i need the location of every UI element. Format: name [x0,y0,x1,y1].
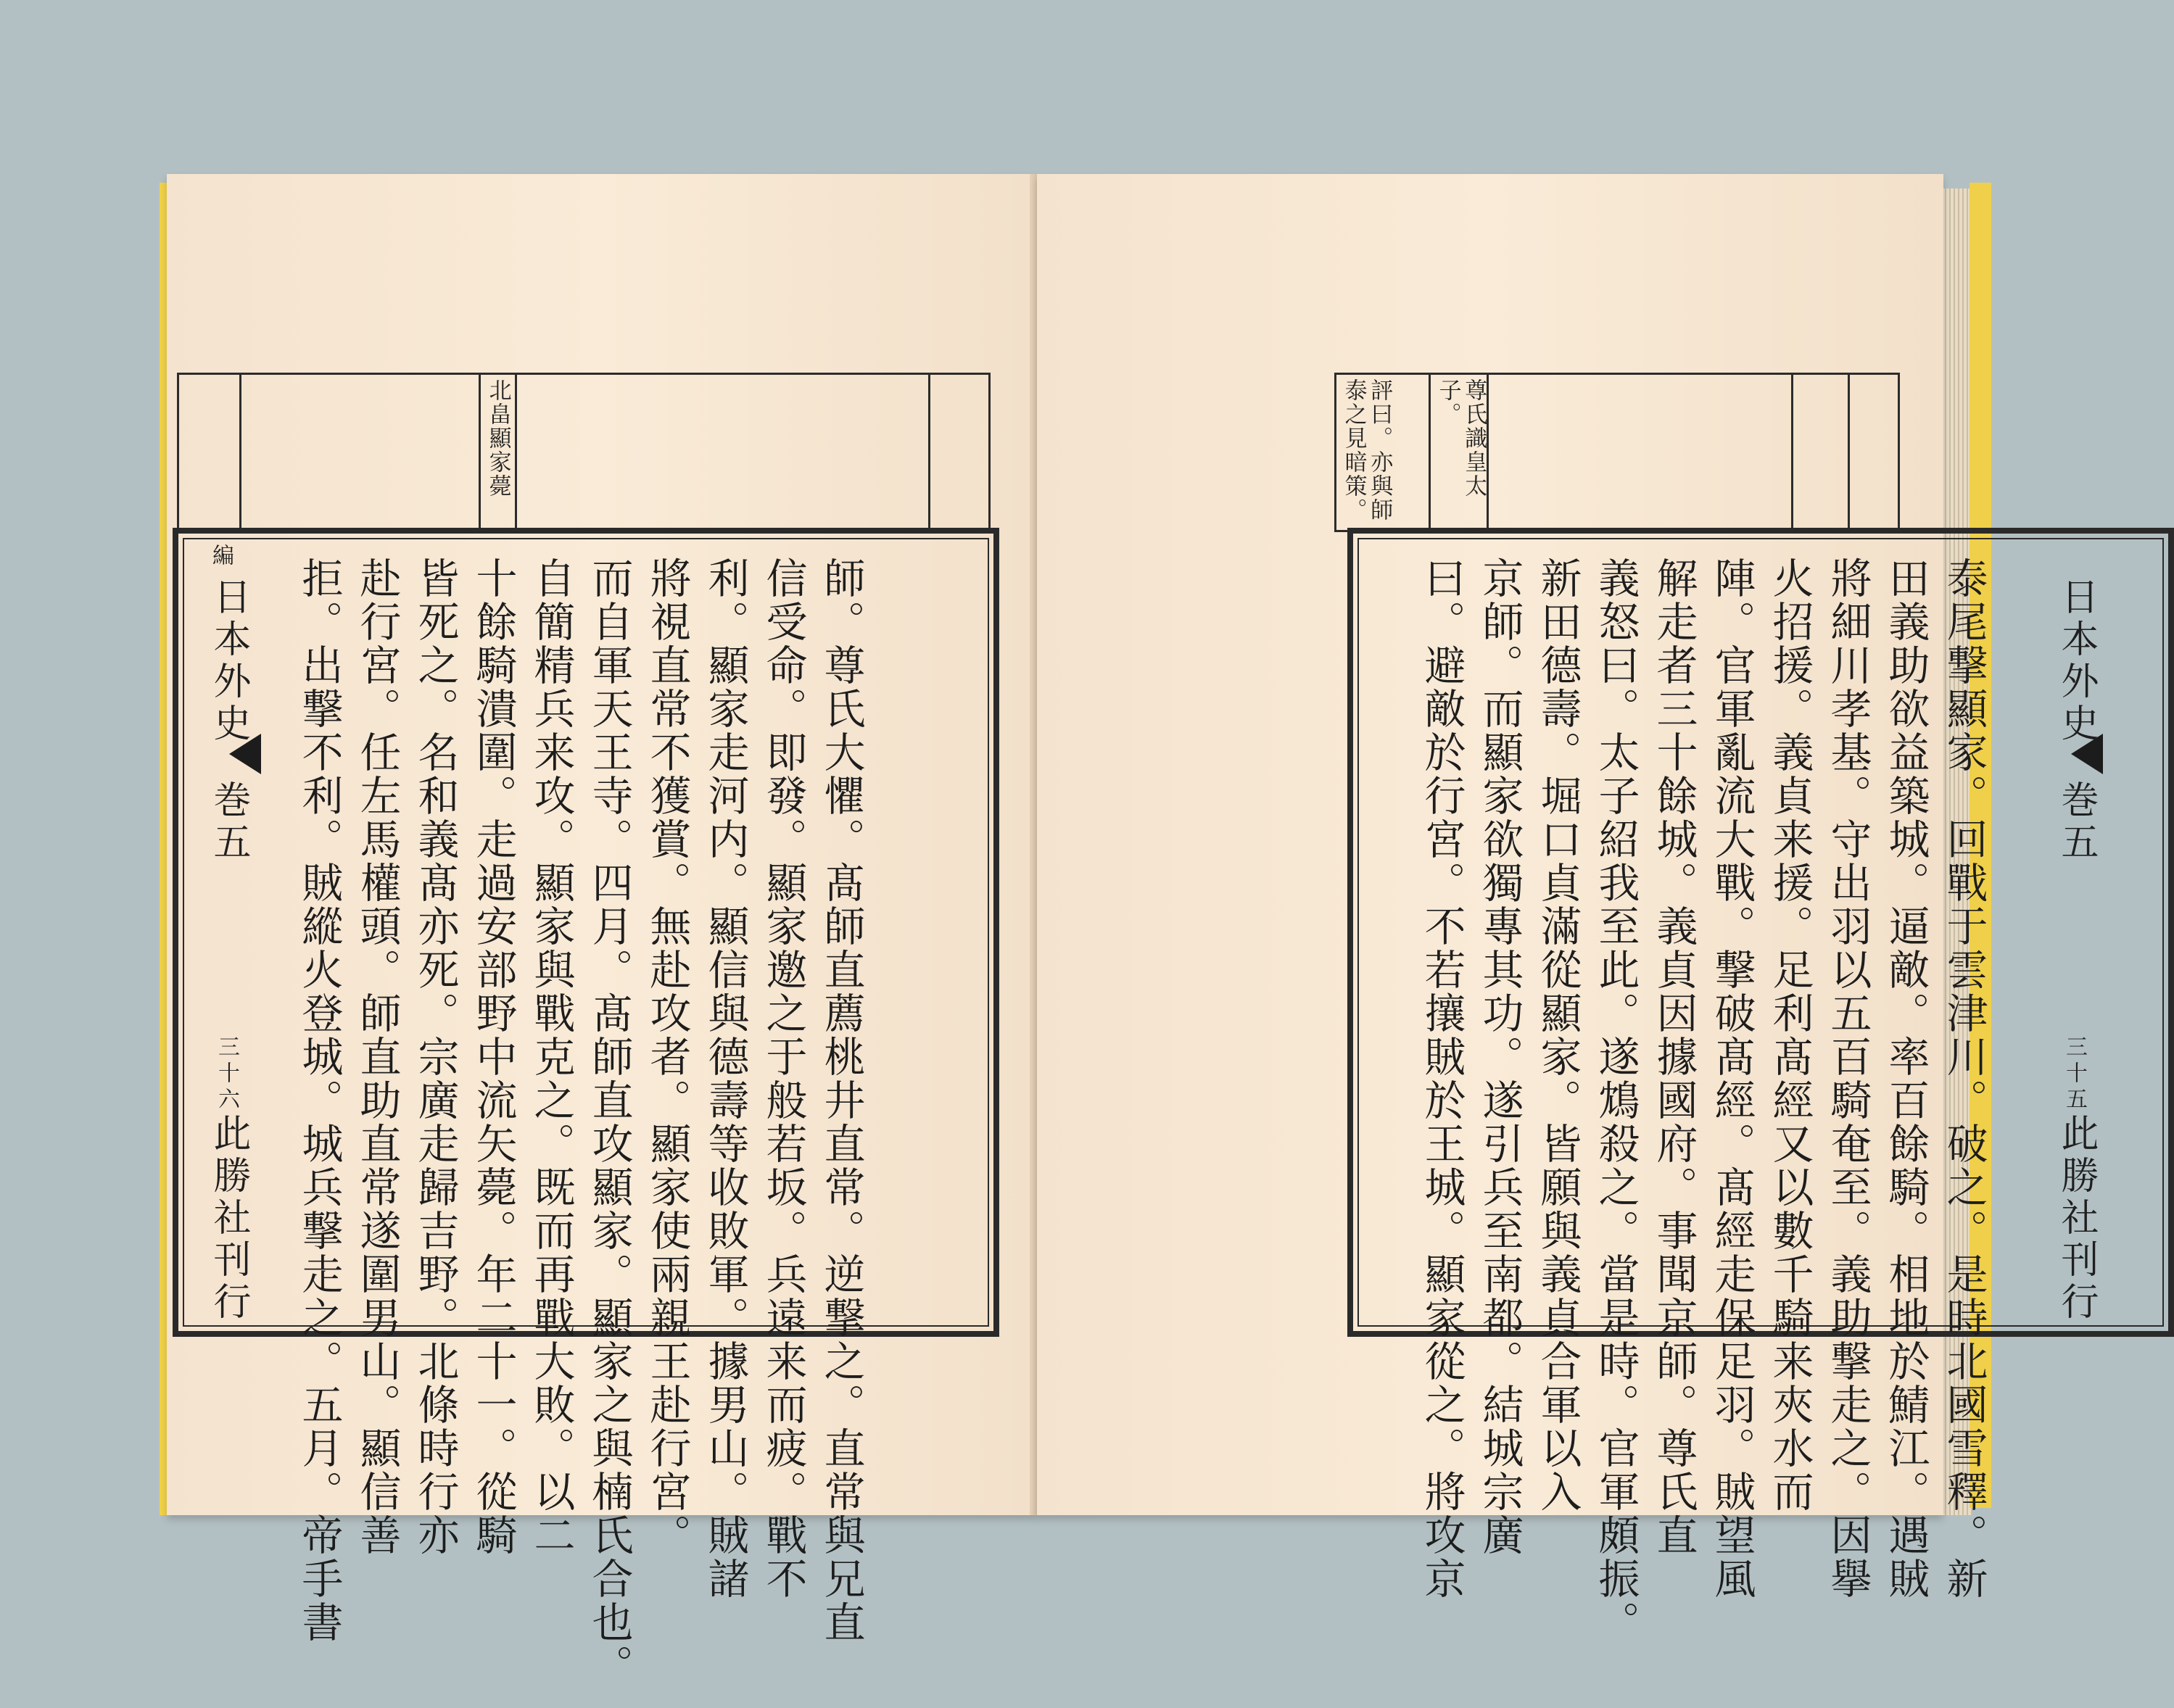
margin-folio: 三十六 [214,1035,239,1114]
text-column: 京師。而顯家欲獨專其功。遂引兵至南都。結城宗廣 [1476,557,1524,1557]
text-column: 陣。官軍亂流大戰。撃破髙經。髙經走保足羽。賊望風 [1708,557,1756,1601]
text-column: 田義助欲益築城。逼敵。率百餘騎。相地於鯖江。遇賊 [1882,557,1930,1601]
text-frame-left [173,528,999,1688]
margin-title-prefix: 編 [208,544,233,570]
text-column: 十餘騎潰圍。走過安部野中流矢薨。年二十一。從騎 [469,557,517,1557]
headnote-left: 北畠顯家薨 [484,378,511,498]
text-column: 拒。出撃不利。賊縱火登城。城兵撃走之。五月。帝手書 [295,557,343,1644]
text-column: 師。尊氏大懼。髙師直薦桃井直常。逆撃之。直常與兄直 [817,557,865,1644]
right-page [1037,174,2098,1644]
text-column: 義怒曰。太子紹我至此。遂鴆殺之。當是時。官軍頗振。 [1592,557,1640,1644]
margin-folio: 三十五 [2062,1035,2087,1114]
text-column: 而自軍天王寺。四月。髙師直攻顯家。顯家之與楠氏合也。 [585,557,633,1688]
text-column: 曰。避敵於行宮。不若攘賊於王城。顯家從之。將攻京 [1418,557,1466,1601]
margin-publisher: 此勝社刊行 [207,1114,250,1324]
text-column: 信受命。即發。顯家邀之于般若坂。兵遠来而疲。戰不 [759,557,807,1601]
text-column: 自簡精兵来攻。顯家與戰克之。既而再戰大敗。以二 [527,557,575,1557]
text-column: 新田德壽。堀口貞滿從顯家。皆願與義貞合軍以入 [1534,557,1582,1514]
margin-title: 日本外史 [207,577,250,745]
fishtail-mark [2071,734,2103,774]
open-book [131,174,2098,1688]
headnote-right-2: 評曰。亦與師泰之見暗策。 [1340,378,1393,522]
text-column: 泰尾撃顯家。回戰于雲津川。破之。是時北國雪釋。新 [1940,557,1988,1601]
text-column: 赴行宮。任左馬權頭。師直助直常遂圍男山。顯信善 [353,557,401,1557]
headnote-frame [1334,373,1900,532]
text-column: 皆死之。名和義髙亦死。宗廣走歸吉野。北條時行亦 [411,557,459,1557]
text-column: 解走者三十餘城。義貞因據國府。事聞京師。尊氏直 [1650,557,1698,1557]
headnote-right-1: 尊氏識皇太子。 [1434,378,1487,498]
fishtail-mark [229,734,261,774]
text-column: 將視直常不獲賞。無赴攻者。顯家使兩親王赴行宮。 [643,557,691,1557]
text-column: 利。顯家走河内。顯信與德壽等收敗軍。據男山。賊諸 [701,557,749,1601]
margin-title: 日本外史 [2054,577,2098,745]
left-page [167,174,1037,1688]
text-frame-right [1347,528,2174,1644]
text-column: 火招援。義貞来援。足利髙經又以數千騎来夾水而 [1766,557,1814,1514]
margin-publisher: 此勝社刊行 [2054,1114,2098,1324]
headnote-frame [177,373,991,532]
text-column: 將細川孝基。守出羽以五百騎奄至。義助撃走之。因擧 [1824,557,1872,1601]
margin-volume: 巻五 [2054,780,2098,864]
margin-volume: 巻五 [207,780,250,864]
